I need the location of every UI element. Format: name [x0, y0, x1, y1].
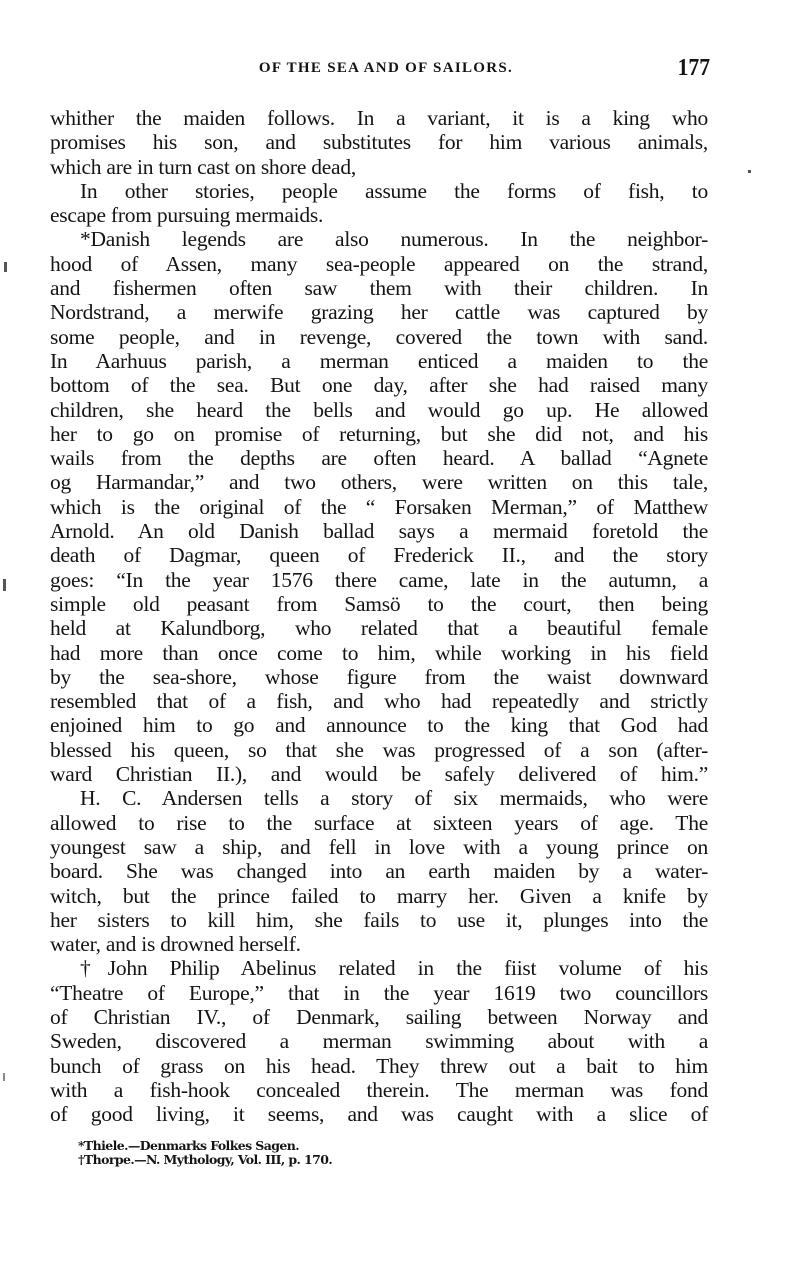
- text-line: ward Christian II.), and would be safely delivered of him.”: [50, 762, 708, 787]
- text-line: “Theatre of Europe,” that in the year 1619 two councillors: [50, 980, 708, 1005]
- text-line: hood of Assen, many sea-people appeared on the strand,: [50, 251, 708, 276]
- scan-mark: [4, 262, 7, 272]
- text-line: In Aarhuus parish, a merman enticed a maiden to the: [50, 348, 708, 373]
- text-line: whither the maiden follows. In a variant, it is a king who: [50, 106, 708, 130]
- text-line: water, and is drowned herself.: [50, 932, 301, 957]
- text-line: of Christian IV., of Denmark, sailing between Norway and: [50, 1004, 708, 1029]
- text-line: †John Philip Abelinus related in the fiist volume of his: [80, 956, 708, 981]
- text-line: enjoined him to go and announce to the king that God had: [50, 713, 708, 738]
- text-line: bunch of grass on his head. They threw out a bait to him: [50, 1053, 708, 1078]
- text-line: by the sea-shore, whose figure from the waist downward: [50, 664, 708, 689]
- text-line: Nordstrand, a merwife grazing her cattle was captured by: [50, 300, 708, 325]
- body-text: [50, 106, 708, 1126]
- text-line: allowed to rise to the surface at sixteen years of age. The: [50, 810, 708, 835]
- scan-mark: [3, 1073, 5, 1081]
- text-line: had more than once come to him, while working in his field: [50, 640, 708, 665]
- text-line: simple old peasant from Samsö to the court, then being: [50, 591, 708, 616]
- text-line: resembled that of a fish, and who had repeatedly and strictly: [50, 689, 708, 714]
- text-line: bottom of the sea. But one day, after she had raised many: [50, 373, 708, 398]
- text-line: In other stories, people assume the forms of fish, to: [80, 178, 708, 203]
- footnote-thiele: *Thiele.—Denmarks Folkes Sagen.: [78, 1138, 299, 1153]
- footnotes: [78, 1139, 478, 1167]
- text-line: escape from pursuing mermaids.: [50, 203, 324, 228]
- footnote-thorpe: †Thorpe.—N. Mythology, Vol. III, p. 170.: [78, 1152, 333, 1167]
- text-line: witch, but the prince failed to marry her. Given a knife by: [50, 883, 708, 908]
- text-line: og Harmandar,” and two others, were written on this tale,: [50, 470, 708, 495]
- text-line: with a fish-hook concealed therein. The merman was fond: [50, 1077, 708, 1102]
- text-line: board. She was changed into an earth maiden by a water-: [50, 859, 708, 884]
- text-line: wails from the depths are often heard. A ballad “Agnete: [50, 446, 708, 471]
- text-line: of good living, it seems, and was caught with a slice of: [50, 1102, 708, 1127]
- text-line: youngest saw a ship, and fell in love with a young prince on: [50, 834, 708, 859]
- text-line: Arnold. An old Danish ballad says a mermaid foretold the: [50, 519, 708, 544]
- scan-mark: [3, 579, 6, 591]
- text-line: H. C. Andersen tells a story of six mermaids, who were: [80, 786, 708, 811]
- text-line: children, she heard the bells and would go up. He allowed: [50, 397, 708, 422]
- text-line: *Danish legends are also numerous. In the neighbor-: [80, 227, 708, 252]
- text-line: some people, and in revenge, covered the town with sand.: [50, 324, 708, 349]
- running-title: OF THE SEA AND OF SAILORS.: [258, 60, 514, 76]
- text-line: and fishermen often saw them with their children. In: [50, 276, 708, 301]
- scan-dot: [748, 170, 751, 173]
- text-line: which is the original of the “ Forsaken Merman,” of Matthew: [50, 494, 708, 519]
- text-line: held at Kalundborg, who related that a beautiful female: [50, 616, 708, 641]
- text-line: her sisters to kill him, she fails to use it, plunges into the: [50, 907, 708, 932]
- running-head: [50, 56, 710, 86]
- text-line: promises his son, and substitutes for him various animals,: [50, 130, 708, 155]
- text-line: which are in turn cast on shore dead,: [50, 154, 356, 179]
- page-number: 177: [677, 55, 710, 81]
- text-line: death of Dagmar, queen of Frederick II., and the story: [50, 543, 708, 568]
- text-line: blessed his queen, so that she was progressed of a son (after-: [50, 737, 708, 762]
- text-line: Sweden, discovered a merman swimming about with a: [50, 1029, 708, 1054]
- text-line: her to go on promise of returning, but she did not, and his: [50, 421, 708, 446]
- text-line: goes: “In the year 1576 there came, late in the autumn, a: [50, 567, 708, 592]
